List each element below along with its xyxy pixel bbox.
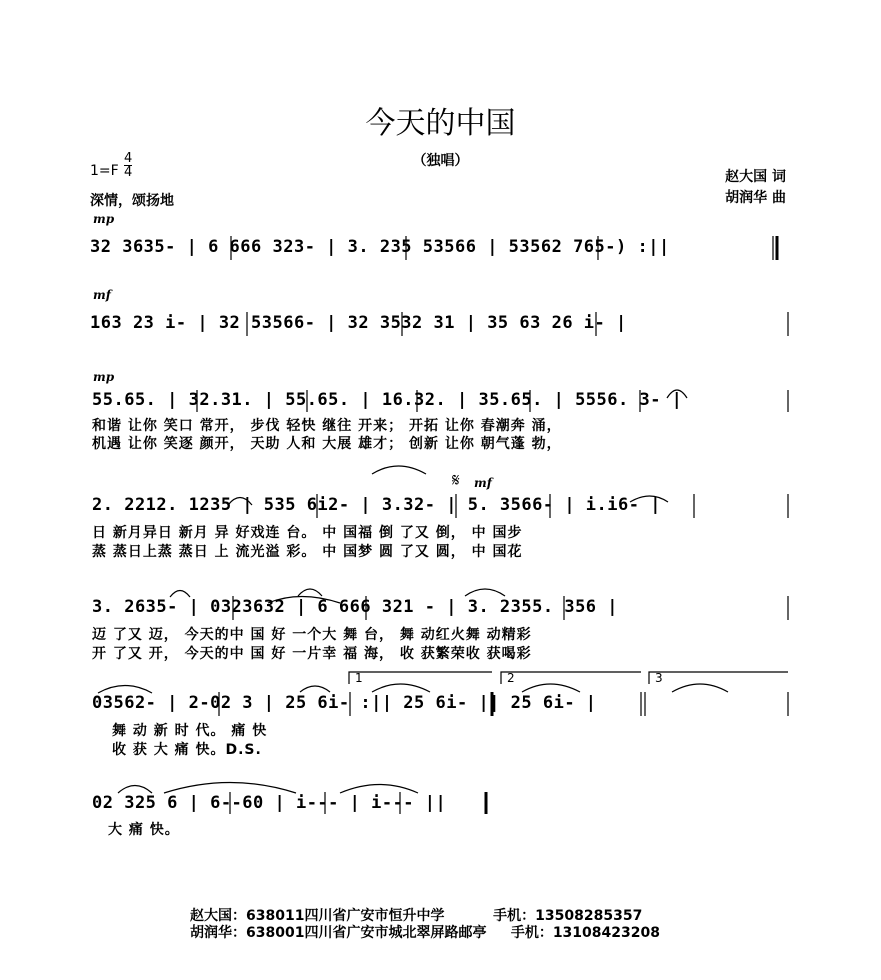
- lyric-row-3-verse-1: 和谐 让你 笑口 常开， 步伐 轻快 继往 开来； 开拓 让你 春潮奔 涌，: [92, 418, 562, 434]
- lyric-row-7: 大 痛 快。: [108, 822, 180, 838]
- lyric-row-5-verse-1: 迈 了又 迈， 今天的中 国 好 一个大 舞 台， 舞 动红火舞 动精彩: [92, 627, 532, 643]
- lyric-row-4-verse-1: 日 新月异日 新月 异 好戏连 台。 中 国福 倒 了又 倒， 中 国步: [92, 525, 523, 541]
- contact-line-1: 赵大国：638011四川省广安市恒升中学 手机：13508285357: [190, 908, 643, 924]
- contact-line-2: 胡润华：638001四川省广安市城北翠屏路邮亭 手机：13108423208: [190, 925, 660, 941]
- score-row-1: 32 3635- | 6 666 323- | 3. 235 53566 | 53562 765-) :||: [90, 237, 670, 257]
- dynamic-mp-2: mp: [93, 370, 115, 384]
- score-row-5: 3. 2635- | 0323632 | 6 666 321 - | 3. 2355. 356 |: [92, 597, 619, 617]
- time-signature-bottom: 4: [124, 165, 133, 180]
- score-row-7: 02 325 6 | 6--60 | i--- | i--- ||: [92, 793, 447, 813]
- lyricist-credit: 赵大国 词: [725, 169, 786, 185]
- volta-3: 3: [655, 671, 663, 685]
- time-signature-top: 4: [124, 151, 133, 166]
- composer-credit: 胡润华 曲: [725, 190, 786, 206]
- score-row-3: 55.65. | 32.31. | 55.65. | 16.32. | 35.65. | 5556. 3- |: [92, 390, 683, 410]
- lyric-row-5-verse-2: 开 了又 开， 今天的中 国 好 一片幸 福 海， 收 获繁荣收 获喝彩: [92, 646, 532, 662]
- expression-mark: 深情，颂扬地: [90, 193, 174, 209]
- lyric-row-4-verse-2: 蒸 蒸日上蒸 蒸日 上 流光溢 彩。 中 国梦 圆 了又 圆， 中 国花: [92, 544, 523, 560]
- score-row-2: 163 23 i- | 32 53566- | 32 3532 31 | 35 63 26 i- |: [90, 313, 627, 333]
- song-title: 今天的中国: [365, 106, 516, 141]
- lyric-row-6-verse-1: 舞 动 新 时 代。 痛 快: [112, 723, 268, 739]
- lyric-row-3-verse-2: 机遇 让你 笑逐 颜开， 天助 人和 大展 雄才； 创新 让你 朝气蓬 勃，: [92, 436, 562, 452]
- volta-2: 2: [507, 671, 515, 685]
- score-row-6: 03562- | 2-02 3 | 25 6i- :|| 25 6i- || 25 6i- |: [92, 693, 597, 713]
- dynamic-mf-2: mf: [474, 476, 492, 490]
- dynamic-mf-1: mf: [93, 288, 111, 302]
- score-row-4: 2. 2212. 1235 | 535 6i2- | 3.32- | 5. 3566- | i.i6- |: [92, 495, 661, 515]
- time-signature: [124, 152, 132, 179]
- song-subtitle: （独唱）: [412, 153, 469, 169]
- volta-1: 1: [355, 671, 363, 685]
- lyric-row-6-verse-2: 收 获 大 痛 快。D.S.: [112, 742, 262, 758]
- key-signature: 1=F: [90, 163, 119, 179]
- segno-icon: 𝄋: [452, 470, 460, 491]
- dynamic-mp-1: mp: [93, 212, 115, 226]
